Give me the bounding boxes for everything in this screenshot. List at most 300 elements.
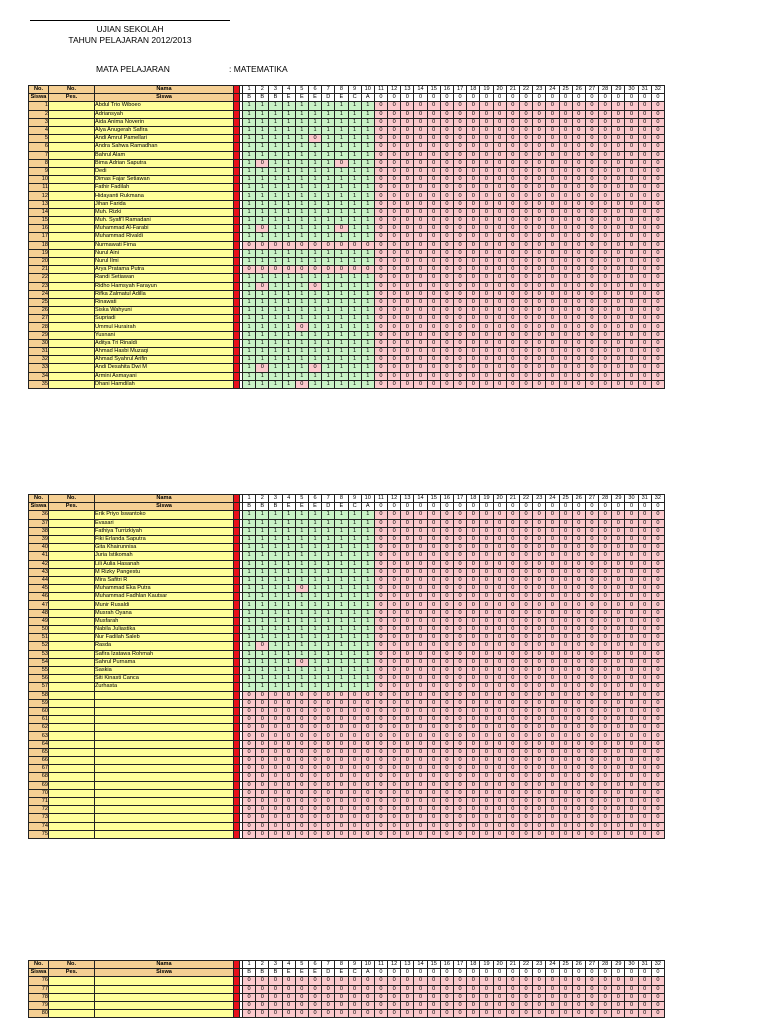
student-row: [29, 135, 665, 143]
score-cell: 0: [651, 176, 664, 184]
question-number: 19: [480, 495, 493, 503]
answer-key: 0: [414, 503, 427, 511]
score-cell: 0: [506, 716, 519, 724]
score-cell: 1: [308, 200, 321, 208]
score-cell: 1: [335, 143, 348, 151]
score-cell: 0: [401, 797, 414, 805]
score-cell: 1: [269, 126, 282, 134]
student-name: Nurmawati Firna: [95, 241, 234, 249]
score-cell: 0: [559, 1001, 572, 1009]
score-cell: 0: [572, 372, 585, 380]
score-cell: 0: [308, 822, 321, 830]
question-number: 12: [388, 961, 401, 969]
score-cell: 0: [388, 585, 401, 593]
score-cell: 0: [454, 609, 467, 617]
question-number: 24: [546, 961, 559, 969]
score-cell: 1: [295, 511, 308, 519]
student-row: [29, 552, 665, 560]
score-cell: 0: [374, 102, 387, 110]
score-cell: 0: [414, 323, 427, 331]
score-cell: 0: [546, 724, 559, 732]
score-cell: 0: [559, 339, 572, 347]
score-cell: 0: [519, 985, 532, 993]
score-cell: 0: [625, 601, 638, 609]
score-cell: 0: [625, 789, 638, 797]
score-cell: 0: [440, 609, 453, 617]
score-cell: 0: [546, 527, 559, 535]
score-cell: 0: [374, 658, 387, 666]
score-cell: 1: [322, 675, 335, 683]
score-cell: 0: [519, 535, 532, 543]
score-cell: 1: [308, 208, 321, 216]
score-cell: 0: [612, 348, 625, 356]
score-cell: 0: [612, 650, 625, 658]
score-cell: 0: [480, 241, 493, 249]
answer-key: E: [295, 503, 308, 511]
score-cell: 0: [322, 757, 335, 765]
score-cell: 0: [374, 200, 387, 208]
score-cell: 0: [493, 118, 506, 126]
score-cell: 0: [454, 290, 467, 298]
score-cell: 1: [348, 143, 361, 151]
score-cell: 0: [533, 993, 546, 1001]
score-cell: 1: [295, 544, 308, 552]
score-cell: 1: [295, 576, 308, 584]
score-cell: 0: [374, 184, 387, 192]
score-cell: 0: [506, 126, 519, 134]
score-cell: 1: [322, 102, 335, 110]
score-cell: 0: [599, 724, 612, 732]
score-cell: 1: [243, 233, 256, 241]
score-cell: 0: [454, 765, 467, 773]
score-cell: 0: [546, 789, 559, 797]
score-cell: 0: [572, 617, 585, 625]
score-cell: 0: [572, 642, 585, 650]
score-cell: 0: [269, 781, 282, 789]
student-number: 9: [29, 167, 49, 175]
score-cell: 0: [651, 650, 664, 658]
student-number: 27: [29, 315, 49, 323]
score-cell: 0: [374, 535, 387, 543]
score-cell: 1: [361, 208, 374, 216]
score-cell: 0: [480, 691, 493, 699]
score-cell: 0: [388, 511, 401, 519]
score-cell: 0: [388, 609, 401, 617]
score-cell: 0: [546, 716, 559, 724]
score-cell: 1: [269, 356, 282, 364]
score-cell: 0: [506, 290, 519, 298]
score-cell: 0: [335, 724, 348, 732]
score-cell: 0: [414, 707, 427, 715]
score-cell: 0: [335, 266, 348, 274]
score-cell: 0: [506, 560, 519, 568]
score-cell: 0: [612, 511, 625, 519]
score-cell: 0: [638, 576, 651, 584]
score-cell: 0: [585, 724, 598, 732]
score-cell: 0: [361, 757, 374, 765]
score-cell: 0: [414, 307, 427, 315]
score-cell: 0: [638, 740, 651, 748]
score-cell: 0: [585, 814, 598, 822]
answer-key: 0: [625, 969, 638, 977]
score-cell: 0: [625, 200, 638, 208]
answer-key: 0: [651, 94, 664, 102]
score-cell: 0: [388, 601, 401, 609]
score-cell: 0: [427, 985, 440, 993]
score-cell: 1: [269, 217, 282, 225]
score-cell: 0: [454, 658, 467, 666]
score-cell: 0: [559, 298, 572, 306]
score-cell: 0: [388, 167, 401, 175]
score-cell: 1: [256, 356, 269, 364]
score-cell: 0: [414, 822, 427, 830]
score-cell: 1: [322, 249, 335, 257]
score-cell: 0: [374, 1010, 387, 1018]
score-cell: 0: [467, 773, 480, 781]
participant-number: [49, 241, 95, 249]
score-cell: 0: [533, 159, 546, 167]
answer-key: 0: [467, 503, 480, 511]
score-cell: 0: [467, 151, 480, 159]
score-cell: 1: [335, 511, 348, 519]
score-cell: 0: [454, 200, 467, 208]
participant-number: [49, 331, 95, 339]
score-cell: 0: [454, 748, 467, 756]
score-cell: 1: [269, 339, 282, 347]
score-cell: 0: [519, 626, 532, 634]
score-cell: 1: [335, 634, 348, 642]
score-cell: 0: [651, 356, 664, 364]
score-cell: 1: [348, 593, 361, 601]
score-cell: 0: [651, 830, 664, 838]
question-number: 15: [427, 495, 440, 503]
score-cell: 0: [414, 773, 427, 781]
score-cell: 0: [625, 282, 638, 290]
score-cell: 1: [269, 364, 282, 372]
answer-key: E: [335, 503, 348, 511]
score-cell: 1: [269, 650, 282, 658]
score-cell: 1: [348, 208, 361, 216]
score-cell: 0: [585, 757, 598, 765]
answer-key: 0: [467, 94, 480, 102]
score-cell: 0: [599, 642, 612, 650]
score-cell: 1: [243, 298, 256, 306]
score-cell: 0: [454, 167, 467, 175]
score-cell: 0: [612, 576, 625, 584]
score-cell: 0: [493, 535, 506, 543]
score-cell: 0: [480, 993, 493, 1001]
question-number: 25: [559, 961, 572, 969]
score-cell: 0: [612, 1001, 625, 1009]
score-cell: 0: [585, 274, 598, 282]
score-cell: 0: [454, 110, 467, 118]
score-cell: 0: [506, 806, 519, 814]
student-name: Alya Anugerah Safira: [95, 126, 234, 134]
score-cell: 0: [585, 560, 598, 568]
score-cell: 0: [546, 593, 559, 601]
question-number: 4: [282, 961, 295, 969]
participant-number: [49, 315, 95, 323]
student-number: 74: [29, 822, 49, 830]
score-cell: 0: [454, 642, 467, 650]
score-cell: 0: [519, 167, 532, 175]
score-cell: 0: [546, 781, 559, 789]
score-cell: 0: [440, 110, 453, 118]
score-cell: 0: [335, 159, 348, 167]
score-cell: 0: [546, 110, 559, 118]
student-row: [29, 298, 665, 306]
score-cell: 0: [308, 724, 321, 732]
score-cell: 0: [454, 225, 467, 233]
score-cell: 1: [295, 364, 308, 372]
score-cell: 0: [493, 675, 506, 683]
score-cell: 1: [243, 176, 256, 184]
score-cell: 0: [546, 683, 559, 691]
score-cell: 1: [269, 675, 282, 683]
score-cell: 0: [585, 658, 598, 666]
score-cell: 0: [308, 1010, 321, 1018]
score-cell: 0: [348, 732, 361, 740]
score-cell: 1: [322, 143, 335, 151]
score-cell: 0: [599, 167, 612, 175]
student-row: [29, 274, 665, 282]
score-cell: 0: [440, 593, 453, 601]
score-cell: 0: [348, 814, 361, 822]
score-cell: 1: [282, 217, 295, 225]
score-cell: 1: [335, 315, 348, 323]
score-cell: 1: [308, 601, 321, 609]
score-cell: 0: [585, 650, 598, 658]
answer-key: 0: [638, 969, 651, 977]
student-number: 60: [29, 707, 49, 715]
student-number: 55: [29, 666, 49, 674]
score-cell: 0: [519, 724, 532, 732]
score-cell: 0: [651, 257, 664, 265]
score-table-1: [28, 85, 665, 389]
score-cell: 0: [559, 511, 572, 519]
score-cell: 0: [585, 519, 598, 527]
col-name-header: Nama: [95, 961, 234, 969]
score-cell: 0: [269, 724, 282, 732]
score-table-3: [28, 960, 665, 1018]
question-number: 24: [546, 495, 559, 503]
score-cell: 1: [243, 609, 256, 617]
score-cell: 0: [269, 241, 282, 249]
score-cell: 0: [546, 135, 559, 143]
participant-number: [49, 339, 95, 347]
score-cell: 1: [361, 511, 374, 519]
score-cell: 1: [361, 143, 374, 151]
score-cell: 0: [506, 151, 519, 159]
score-cell: 0: [559, 364, 572, 372]
score-cell: 1: [322, 364, 335, 372]
score-cell: 0: [519, 707, 532, 715]
score-cell: 0: [533, 126, 546, 134]
score-cell: 0: [401, 585, 414, 593]
score-cell: 0: [599, 666, 612, 674]
score-cell: 0: [414, 274, 427, 282]
score-cell: 0: [493, 732, 506, 740]
score-cell: 0: [533, 1010, 546, 1018]
score-cell: 0: [612, 814, 625, 822]
score-cell: 0: [335, 789, 348, 797]
score-cell: 0: [480, 519, 493, 527]
answer-key: 0: [572, 94, 585, 102]
score-cell: 0: [559, 282, 572, 290]
student-name: Adriansyah: [95, 110, 234, 118]
score-cell: 0: [480, 274, 493, 282]
score-cell: 1: [269, 666, 282, 674]
score-cell: 0: [374, 626, 387, 634]
score-cell: 1: [335, 118, 348, 126]
student-number: 58: [29, 691, 49, 699]
score-cell: 1: [308, 151, 321, 159]
score-cell: 0: [388, 552, 401, 560]
student-row: [29, 208, 665, 216]
score-cell: 0: [388, 560, 401, 568]
answer-key: B: [243, 503, 256, 511]
empty-row: [29, 699, 665, 707]
score-cell: 0: [374, 773, 387, 781]
score-cell: 0: [559, 176, 572, 184]
score-cell: 1: [308, 642, 321, 650]
col-no-header: No.: [29, 86, 49, 94]
score-cell: 0: [388, 781, 401, 789]
score-cell: 0: [625, 519, 638, 527]
score-cell: 0: [546, 822, 559, 830]
score-cell: 0: [401, 806, 414, 814]
score-cell: 0: [625, 266, 638, 274]
student-number: 11: [29, 184, 49, 192]
score-cell: 0: [427, 830, 440, 838]
student-number: 14: [29, 208, 49, 216]
score-cell: 0: [559, 257, 572, 265]
student-name: Rinawati: [95, 298, 234, 306]
score-cell: 0: [256, 707, 269, 715]
student-name: [95, 985, 234, 993]
student-name: Ahmad Hasbi Muzaqi: [95, 348, 234, 356]
student-number: 71: [29, 797, 49, 805]
col-name-header: Nama: [95, 86, 234, 94]
score-cell: 0: [493, 716, 506, 724]
score-cell: 0: [599, 151, 612, 159]
score-cell: 0: [572, 576, 585, 584]
score-cell: 0: [533, 200, 546, 208]
score-cell: 0: [638, 765, 651, 773]
score-cell: 0: [625, 740, 638, 748]
score-cell: 0: [493, 560, 506, 568]
student-name: Dhani Hamdilah: [95, 380, 234, 388]
score-cell: 0: [651, 626, 664, 634]
score-cell: 0: [546, 552, 559, 560]
score-cell: 0: [599, 683, 612, 691]
score-cell: 0: [546, 126, 559, 134]
score-cell: 1: [282, 176, 295, 184]
score-cell: 0: [599, 691, 612, 699]
score-cell: 0: [572, 217, 585, 225]
score-cell: 1: [282, 315, 295, 323]
score-cell: 0: [506, 233, 519, 241]
score-cell: 1: [269, 380, 282, 388]
score-cell: 0: [427, 159, 440, 167]
score-cell: 0: [374, 650, 387, 658]
score-cell: 0: [625, 683, 638, 691]
score-cell: 1: [335, 282, 348, 290]
participant-number: [49, 985, 95, 993]
student-number: 56: [29, 675, 49, 683]
score-cell: 1: [308, 634, 321, 642]
score-cell: 0: [440, 167, 453, 175]
score-cell: 0: [533, 683, 546, 691]
score-cell: 0: [480, 781, 493, 789]
score-cell: 0: [348, 1010, 361, 1018]
score-cell: 1: [335, 176, 348, 184]
answer-key: 0: [493, 503, 506, 511]
score-cell: 0: [625, 217, 638, 225]
score-cell: 0: [638, 1010, 651, 1018]
participant-number: [49, 576, 95, 584]
score-cell: 0: [243, 757, 256, 765]
score-cell: 0: [414, 249, 427, 257]
student-row: [29, 617, 665, 625]
score-cell: 0: [506, 257, 519, 265]
score-cell: 1: [295, 217, 308, 225]
score-cell: 1: [348, 675, 361, 683]
score-cell: 0: [625, 732, 638, 740]
score-cell: 0: [480, 675, 493, 683]
score-cell: 0: [374, 993, 387, 1001]
score-cell: 0: [401, 290, 414, 298]
score-cell: 1: [322, 233, 335, 241]
score-cell: 0: [256, 642, 269, 650]
score-cell: 1: [348, 634, 361, 642]
score-cell: 0: [559, 167, 572, 175]
score-cell: 0: [612, 200, 625, 208]
score-cell: 1: [282, 356, 295, 364]
score-cell: 1: [256, 315, 269, 323]
score-cell: 0: [401, 748, 414, 756]
question-number: 29: [612, 495, 625, 503]
answer-key: 0: [572, 503, 585, 511]
score-cell: 0: [585, 748, 598, 756]
score-cell: 1: [322, 560, 335, 568]
score-cell: 0: [454, 143, 467, 151]
score-cell: 0: [467, 707, 480, 715]
score-cell: 0: [427, 217, 440, 225]
student-number: 47: [29, 601, 49, 609]
score-cell: 0: [493, 217, 506, 225]
score-cell: 1: [295, 527, 308, 535]
score-cell: 0: [519, 527, 532, 535]
score-cell: 1: [282, 282, 295, 290]
score-cell: 0: [427, 118, 440, 126]
answer-key: 0: [612, 94, 625, 102]
score-cell: 0: [493, 233, 506, 241]
score-cell: 1: [295, 650, 308, 658]
score-cell: 0: [480, 200, 493, 208]
student-name: Yusnani: [95, 331, 234, 339]
score-cell: 1: [308, 372, 321, 380]
score-cell: 0: [625, 757, 638, 765]
score-cell: 0: [427, 691, 440, 699]
score-cell: 0: [546, 830, 559, 838]
score-cell: 0: [374, 691, 387, 699]
score-cell: 1: [243, 560, 256, 568]
score-cell: 1: [282, 634, 295, 642]
score-cell: 0: [467, 757, 480, 765]
score-cell: 0: [467, 593, 480, 601]
score-cell: 0: [454, 184, 467, 192]
